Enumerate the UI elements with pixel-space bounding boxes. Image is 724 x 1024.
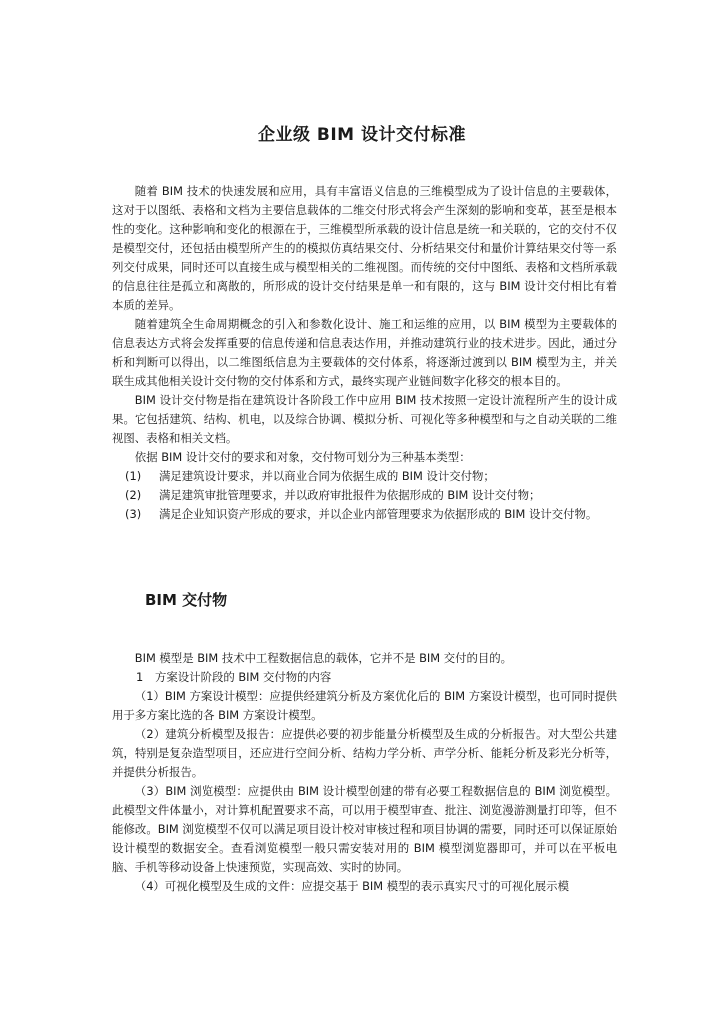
deliverable-item-1 bbox=[112, 687, 617, 725]
stage-heading bbox=[112, 668, 617, 687]
type-list-number: (3) bbox=[125, 507, 142, 521]
deliverable-number: （3） bbox=[134, 784, 166, 798]
deliverable-number: （1） bbox=[134, 689, 165, 703]
type-list-number: (1) bbox=[125, 469, 142, 483]
deliverable-text: 可视化模型及生成的文件：应提交基于 BIM 模型的表示真实尺寸的可视化展示模 bbox=[164, 879, 569, 893]
deliverable-item-4 bbox=[112, 877, 617, 896]
section-intro: BIM 模型是 BIM 技术中工程数据信息的载体，它并不是 BIM 交付的目的。 bbox=[134, 651, 513, 665]
stage-text: 方案设计阶段的 BIM 交付物的内容 bbox=[155, 670, 332, 684]
intro-section bbox=[112, 182, 617, 524]
deliverable-item-3 bbox=[112, 782, 617, 877]
type-list-text: 满足企业知识资产形成的要求，并以企业内部管理要求为依据形成的 BIM 设计交付物。 bbox=[159, 507, 598, 521]
type-list-item-1 bbox=[112, 467, 617, 486]
document-title: 企业级 BIM 设计交付标准 bbox=[257, 125, 467, 145]
type-list-item-2 bbox=[112, 486, 617, 505]
deliverable-number: （2） bbox=[134, 727, 166, 741]
intro-paragraph-3: BIM 设计交付物是指在建筑设计各阶段工作中应用 BIM 技术按照一定设计流程所产生的设计成果。它包括建筑、结构、机电，以及综合协调、模拟分析、可视化等多种模型和与之自动关联的二维视图、表格和相关文档。 bbox=[112, 393, 617, 445]
type-list-item-3 bbox=[112, 505, 617, 524]
deliverable-text: BIM 浏览模型：应提供由 BIM 设计模型创建的带有必要工程数据信息的 BIM 浏览模型。此模型文件体量小，对计算机配置要求不高，可以用于模型审查、批注、浏览漫游测量打印等，但不能修改。BIM 浏览模型不仅可以满足项目设计校对审核过程和项目协调的需要，同时还可以保证原始设计模型的数据安全。查看浏览模型一般只需安装对用的 BIM 模型浏览器即可，并可以在平板电脑、手机等移动设备上快速预览，实现高效、实时的协同。 bbox=[112, 784, 617, 874]
deliverable-text: 建筑分析模型及报告：应提供必要的初步能量分析模型及生成的分析报告。对大型公共建筑，特别是复杂造型项目，还应进行空间分析、结构力学分析、声学分析、能耗分析及彩光分析等，并提供分析报告。 bbox=[112, 727, 617, 779]
intro-paragraph-1: 随着 BIM 技术的快速发展和应用，具有丰富语义信息的三维模型成为了设计信息的主要载体，这对于以图纸、表格和文档为主要信息载体的二维交付形式将会产生深刻的影响和变革，甚至是根本性的变化。这种影响和变化的根源在于，三维模型所承载的设计信息是统一和关联的，它的交付不仅是模型交付，还包括由模型所产生的的模拟仿真结果交付、分析结果交付和量价计算结果交付等一系列交付成果，同时还可以直接生成与模型相关的二维视图。而传统的交付中图纸、表格和文档所承载的信息往往是孤立和离散的，所形成的设计交付结果是单一和有限的，这与 BIM 设计交付相比有着本质的差异。 bbox=[112, 184, 617, 312]
deliverable-item-2 bbox=[112, 725, 617, 782]
intro-paragraph-4: 依据 BIM 设计交付的要求和对象，交付物可划分为三种基本类型： bbox=[134, 450, 471, 464]
section-heading: BIM 交付物 bbox=[145, 591, 228, 609]
deliverable-text: BIM 方案设计模型：应提供经建筑分析及方案优化后的 BIM 方案设计模型，也可同时提供用于多方案比选的各 BIM 方案设计模型。 bbox=[112, 689, 617, 722]
deliverables-section bbox=[112, 649, 617, 896]
type-list-text: 满足建筑审批管理要求，并以政府审批报件为依据形成的 BIM 设计交付物； bbox=[159, 488, 541, 502]
stage-number: 1 bbox=[136, 670, 144, 684]
intro-paragraph-2: 随着建筑全生命周期概念的引入和参数化设计、施工和运维的应用，以 BIM 模型为主要载体的信息表达方式将会发挥重要的信息传递和信息表达作用，并推动建筑行业的技术进步。因此，通过分析和判断可以得出，以二维图纸信息为主要载体的交付体系，将逐渐过渡到以 BIM 模型为主，并关联生成其他相关设计交付物的交付体系和方式，最终实现产业链间数字化移交的根本目的。 bbox=[112, 317, 617, 388]
type-list-text: 满足建筑设计要求，并以商业合同为依据生成的 BIM 设计交付物； bbox=[159, 469, 495, 483]
type-list-number: (2) bbox=[125, 488, 142, 502]
deliverable-number: （4） bbox=[134, 879, 165, 893]
